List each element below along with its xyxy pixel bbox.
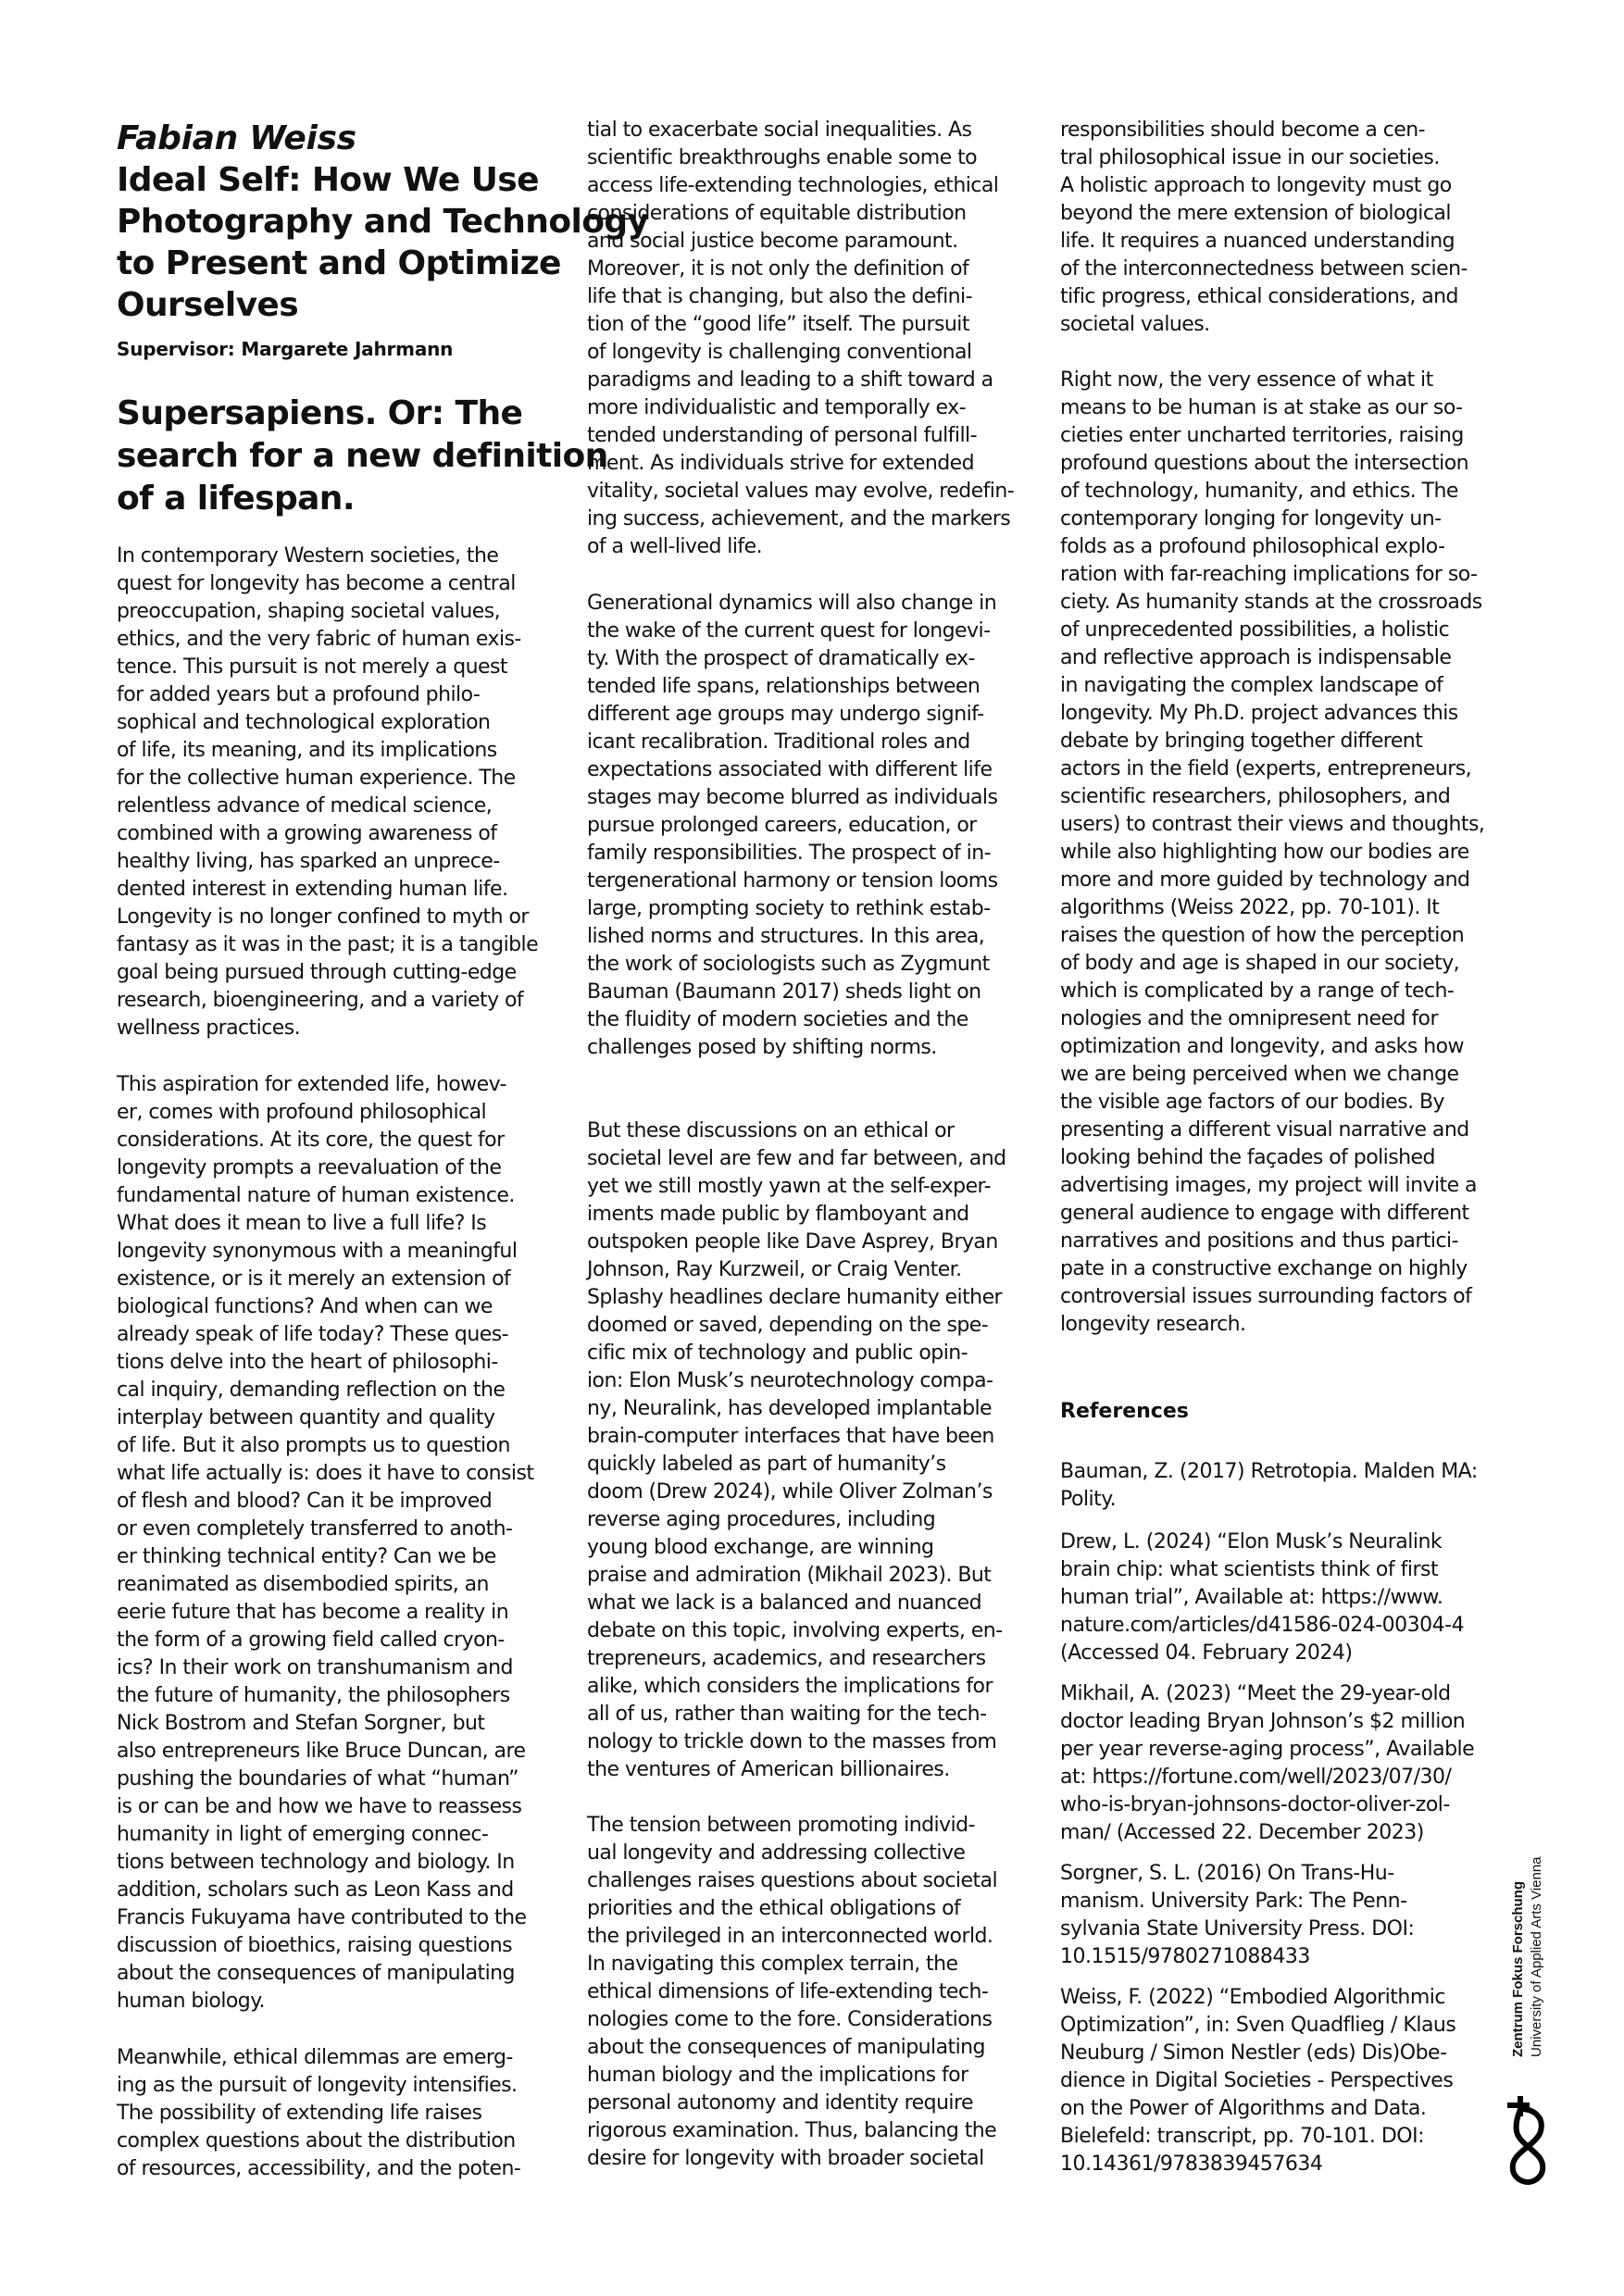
text-line: ethics, and the very fabric of human exis- xyxy=(117,628,521,651)
text-line: the wake of the current quest for longevi- xyxy=(587,619,991,643)
text-line: of longevity is challenging conventional xyxy=(587,341,972,364)
text-line: ing success, achievement, and the markers xyxy=(587,507,1011,530)
text-line: combined with a growing awareness of xyxy=(117,822,497,845)
section-heading xyxy=(117,393,608,520)
text-line: tended life spans, relationships between xyxy=(587,675,981,698)
text-line: responsibilities should become a cen- xyxy=(1060,119,1426,142)
title-line: Ourselves xyxy=(117,286,299,324)
text-line: paradigms and leading to a shift toward a xyxy=(587,368,993,392)
text-line: per year reverse-aging process”, Available xyxy=(1060,1738,1475,1761)
text-line: scientific researchers, philosophers, and xyxy=(1060,785,1451,808)
text-line: tergenerational harmony or tension looms xyxy=(587,869,998,892)
text-line: complex questions about the distribution xyxy=(117,2129,516,2152)
text-line: of resources, accessibility, and the poten- xyxy=(117,2157,521,2180)
text-line: societal values. xyxy=(1060,313,1210,336)
text-line: lished norms and structures. In this area, xyxy=(587,925,985,948)
text-line: alike, which considers the implications for xyxy=(587,1675,993,1698)
text-line: ual longevity and addressing collective xyxy=(587,1841,966,1865)
text-line: of the interconnectedness between scien- xyxy=(1060,257,1468,281)
text-line: means to be human is at stake as our so- xyxy=(1060,396,1463,419)
text-line: nature.com/articles/d41586-024-00304-4 xyxy=(1060,1614,1465,1637)
text-line: doom (Drew 2024), while Oliver Zolman’s xyxy=(587,1480,993,1504)
text-line: tion of the “good life” itself. The pursuit xyxy=(587,313,969,336)
text-line: longevity synonymous with a meaningful xyxy=(117,1240,518,1263)
title-line: Photography and Technology xyxy=(117,203,649,241)
text-line: for the collective human experience. The xyxy=(117,767,516,790)
paragraph xyxy=(117,543,538,1042)
text-line: for added years but a profound philo- xyxy=(117,683,481,706)
text-line: (Accessed 04. February 2024) xyxy=(1060,1641,1353,1665)
text-line: the form of a growing field called cryon- xyxy=(117,1628,505,1652)
text-line: of unprecedented possibilities, a holistic xyxy=(1060,618,1450,642)
text-line: brain-computer interfaces that have been xyxy=(587,1425,994,1448)
text-line: sylvania State University Press. DOI: xyxy=(1060,1917,1415,1940)
paragraph xyxy=(117,2044,520,2183)
text-line: Bielefeld: transcript, pp. 70-101. DOI: xyxy=(1060,2125,1425,2148)
text-line: 10.14361/9783839457634 xyxy=(1060,2152,1323,2176)
text-line: of a well-lived life. xyxy=(587,535,763,558)
text-line: and social justice become paramount. xyxy=(587,230,958,253)
institution-name: Zentrum Fokus Forschung xyxy=(1510,1880,1526,2057)
text-line: manism. University Park: The Penn- xyxy=(1060,1890,1407,1913)
text-line: all of us, rather than waiting for the tech- xyxy=(587,1703,987,1726)
text-line: discussion of bioethics, raising questions xyxy=(117,1934,513,1957)
text-line: on the Power of Algorithms and Data. xyxy=(1060,2097,1427,2120)
text-line: icant recalibration. Traditional roles and xyxy=(587,730,970,754)
text-line: stages may become blurred as individuals xyxy=(587,786,998,809)
text-line: different age groups may undergo signif- xyxy=(587,703,984,726)
text-line: considerations. At its core, the quest for xyxy=(117,1129,505,1152)
text-line: ion: Elon Musk’s neurotechnology compa- xyxy=(587,1369,993,1392)
text-line: Francis Fukuyama have contributed to the xyxy=(117,1906,527,1929)
text-line: challenges posed by shifting norms. xyxy=(587,1036,937,1059)
text-line: while also highlighting how our bodies are xyxy=(1060,841,1469,864)
text-line: advertising images, my project will invite a xyxy=(1060,1174,1477,1197)
text-line: interplay between quantity and quality xyxy=(117,1406,495,1429)
text-line: trepreneurs, academics, and researchers xyxy=(587,1647,986,1670)
text-line: tended understanding of personal fulfill- xyxy=(587,424,977,447)
text-line: iments made public by flamboyant and xyxy=(587,1203,969,1226)
text-line: societal level are few and far between, and xyxy=(587,1147,1006,1170)
text-line: raises the question of how the perception xyxy=(1060,924,1465,947)
text-line: at: https://fortune.com/well/2023/07/30/ xyxy=(1060,1766,1452,1789)
text-line: who-is-bryan-johnsons-doctor-oliver-zol- xyxy=(1060,1793,1450,1816)
text-line: Moreover, it is not only the definition of xyxy=(587,257,969,281)
text-line: Meanwhile, ethical dilemmas are emerg- xyxy=(117,2046,513,2069)
text-line: Right now, the very essence of what it xyxy=(1060,368,1433,392)
text-line: in navigating the complex landscape of xyxy=(1060,674,1443,697)
text-line: research, bioengineering, and a variety of xyxy=(117,989,524,1012)
text-line: 10.1515/9780271088433 xyxy=(1060,1945,1310,1968)
article-title xyxy=(117,159,648,326)
text-line: In contemporary Western societies, the xyxy=(117,544,499,568)
text-line: optimization and longevity, and asks how xyxy=(1060,1035,1464,1058)
text-line: ment. As individuals strive for extended xyxy=(587,452,975,475)
text-line: preoccupation, shaping societal values, xyxy=(117,600,501,623)
text-line: human trial”, Available at: https://www. xyxy=(1060,1586,1443,1609)
text-line: algorithms (Weiss 2022, pp. 70-101). It xyxy=(1060,896,1440,919)
reference-item xyxy=(1060,1984,1455,2178)
paragraph xyxy=(587,1812,997,2173)
text-line: Splashy headlines declare humanity either xyxy=(587,1286,1003,1309)
text-line: biological functions? And when can we xyxy=(117,1295,493,1318)
text-line: addition, scholars such as Leon Kass and xyxy=(117,1878,514,1902)
text-line: man/ (Accessed 22. December 2023) xyxy=(1060,1821,1424,1844)
text-line: beyond the mere extension of biological xyxy=(1060,202,1451,225)
text-line: narratives and positions and thus partici- xyxy=(1060,1229,1458,1253)
text-line: of life. But it also prompts us to question xyxy=(117,1434,510,1457)
text-line: ing as the pursuit of longevity intensifies. xyxy=(117,2074,518,2097)
text-line: or even completely transferred to anoth- xyxy=(117,1517,513,1541)
text-line: what life actually is: does it have to consist xyxy=(117,1462,534,1485)
text-line: controversial issues surrounding factors of xyxy=(1060,1285,1472,1308)
text-line: human biology and the implications for xyxy=(587,2064,968,2087)
text-line: the privileged in an interconnected world. xyxy=(587,1925,993,1948)
text-line: more individualistic and temporally ex- xyxy=(587,396,966,419)
text-line: But these discussions on an ethical or xyxy=(587,1119,955,1142)
text-line: nology to trickle down to the masses from xyxy=(587,1730,997,1753)
text-line: tions between technology and biology. In xyxy=(117,1851,515,1874)
text-line: of body and age is shaped in our society, xyxy=(1060,952,1460,975)
text-line: nologies come to the fore. Considerations xyxy=(587,2008,993,2031)
text-line: doomed or saved, depending on the spe- xyxy=(587,1314,989,1337)
text-line: dience in Digital Societies - Perspectives xyxy=(1060,2069,1454,2092)
text-line: wellness practices. xyxy=(117,1017,301,1040)
text-line: er thinking technical entity? Can we be xyxy=(117,1545,496,1568)
text-line: pursue prolonged careers, education, or xyxy=(587,814,977,837)
text-line: Bauman, Z. (2017) Retrotopia. Malden MA: xyxy=(1060,1460,1478,1483)
text-line: The possibility of extending life raises xyxy=(117,2102,482,2125)
heading-line: of a lifespan. xyxy=(117,480,355,518)
text-line: eerie future that has become a reality in xyxy=(117,1601,509,1624)
text-line: Johnson, Ray Kurzweil, or Craig Venter. xyxy=(587,1258,962,1281)
text-line: considerations of equitable distribution xyxy=(587,202,967,225)
text-line: doctor leading Bryan Johnson’s $2 million xyxy=(1060,1710,1466,1733)
text-line: challenges raises questions about societal xyxy=(587,1869,998,1892)
text-line: looking behind the façades of polished xyxy=(1060,1146,1435,1169)
text-line: access life-extending technologies, ethical xyxy=(587,174,999,197)
reference-item xyxy=(1060,1529,1464,1667)
text-line: cieties enter uncharted territories, raising xyxy=(1060,424,1464,447)
title-line: to Present and Optimize xyxy=(117,244,561,282)
text-line: the ventures of American billionaires. xyxy=(587,1758,950,1781)
text-line: we are being perceived when we change xyxy=(1060,1063,1459,1086)
text-line: rigorous examination. Thus, balancing the xyxy=(587,2119,997,2142)
text-line: desire for longevity with broader societal xyxy=(587,2147,984,2170)
supervisor-line: Supervisor: Margarete Jahrmann xyxy=(117,338,454,360)
paragraph xyxy=(1060,367,1484,1339)
text-line: humanity in light of emerging connec- xyxy=(117,1823,489,1846)
text-line: cific mix of technology and public opin- xyxy=(587,1341,968,1365)
paragraph xyxy=(117,1071,533,2015)
text-line: folds as a profound philosophical explo- xyxy=(1060,535,1445,558)
text-line: personal autonomy and identity require xyxy=(587,2091,973,2115)
text-line: users) to contrast their views and thoughts, xyxy=(1060,813,1485,836)
text-line: of technology, humanity, and ethics. The xyxy=(1060,480,1458,503)
text-line: of flesh and blood? Can it be improved xyxy=(117,1490,493,1513)
text-line: brain chip: what scientists think of first xyxy=(1060,1558,1439,1581)
text-line: longevity research. xyxy=(1060,1313,1246,1336)
reference-item xyxy=(1060,1860,1414,1971)
heading-line: Supersapiens. Or: The xyxy=(117,394,523,432)
reference-item xyxy=(1060,1458,1478,1514)
text-line: contemporary longing for longevity un- xyxy=(1060,507,1442,530)
text-line: reanimated as disembodied spirits, an xyxy=(117,1573,489,1596)
text-line: ics? In their work on transhumanism and xyxy=(117,1656,513,1679)
text-line: the future of humanity, the philosophers xyxy=(117,1684,510,1707)
text-line: actors in the field (experts, entrepreneurs, xyxy=(1060,757,1472,780)
text-line: expectations associated with different life xyxy=(587,758,993,781)
text-line: fundamental nature of human existence. xyxy=(117,1184,515,1207)
text-line: vitality, societal values may evolve, redefin- xyxy=(587,480,1015,503)
text-line: Weiss, F. (2022) “Embodied Algorithmic xyxy=(1060,1986,1445,2009)
text-line: Nick Bostrom and Stefan Sorgner, but xyxy=(117,1712,485,1735)
heading-line: search for a new definition xyxy=(117,437,608,475)
text-line: Neuburg / Simon Nestler (eds) Dis)Obe- xyxy=(1060,2041,1447,2065)
text-line: scientific breakthroughs enable some to xyxy=(587,146,978,169)
text-line: quickly labeled as part of humanity’s xyxy=(587,1453,946,1476)
text-line: nologies and the omnipresent need for xyxy=(1060,1007,1438,1030)
text-line: fantasy as it was in the past; it is a tangible xyxy=(117,933,539,956)
text-line: profound questions about the intersection xyxy=(1060,452,1469,475)
paragraph xyxy=(1060,117,1468,339)
text-line: cal inquiry, demanding reflection on the xyxy=(117,1379,506,1402)
paragraph xyxy=(587,1117,1006,1784)
text-line: already speak of life today? These ques- xyxy=(117,1323,508,1346)
text-line: What does it mean to live a full life? Is xyxy=(117,1212,487,1235)
text-line: reverse aging procedures, including xyxy=(587,1508,936,1531)
reference-item xyxy=(1060,1680,1474,1847)
text-line: The tension between promoting individ- xyxy=(587,1814,975,1837)
text-line: ciety. As humanity stands at the crossroads xyxy=(1060,591,1482,614)
text-line: what we lack is a balanced and nuanced xyxy=(587,1591,981,1615)
text-line: the work of sociologists such as Zygmunt xyxy=(587,953,990,976)
text-line: the visible age factors of our bodies. By xyxy=(1060,1091,1444,1114)
text-line: Polity. xyxy=(1060,1488,1117,1511)
text-line: about the consequences of manipulating xyxy=(587,2036,985,2059)
figure-eight-cross-logo-icon xyxy=(1505,2096,1550,2185)
text-line: more and more guided by technology and xyxy=(1060,868,1470,892)
text-line: about the consequences of manipulating xyxy=(117,1962,515,1985)
text-line: and reflective approach is indispensable xyxy=(1060,646,1452,669)
text-line: In navigating this complex terrain, the xyxy=(587,1953,958,1976)
text-line: ny, Neuralink, has developed implantable xyxy=(587,1397,993,1420)
text-line: quest for longevity has become a central xyxy=(117,572,516,595)
text-line: young blood exchange, are winning xyxy=(587,1536,934,1559)
text-line: also entrepreneurs like Bruce Duncan, are xyxy=(117,1740,526,1763)
text-line: outspoken people like Dave Asprey, Bryan xyxy=(587,1230,998,1254)
text-line: existence, or is it merely an extension of xyxy=(117,1267,511,1291)
text-line: general audience to engage with different xyxy=(1060,1202,1469,1225)
text-line: Drew, L. (2024) “Elon Musk’s Neuralink xyxy=(1060,1530,1443,1554)
title-line: Ideal Self: How We Use xyxy=(117,161,539,199)
text-line: human biology. xyxy=(117,1990,265,2013)
text-line: debate on this topic, involving experts, en- xyxy=(587,1619,1003,1642)
paragraph xyxy=(587,117,1014,561)
text-line: ration with far-reaching implications for so- xyxy=(1060,563,1478,586)
text-line: yet we still mostly yawn at the self-exper- xyxy=(587,1175,992,1198)
text-line: sophical and technological exploration xyxy=(117,711,491,734)
text-line: healthy living, has sparked an unprece- xyxy=(117,850,500,873)
text-line: goal being pursued through cutting-edge xyxy=(117,961,517,984)
text-line: Mikhail, A. (2023) “Meet the 29-year-old xyxy=(1060,1682,1451,1705)
text-line: priorities and the ethical obligations of xyxy=(587,1897,961,1920)
paragraph xyxy=(587,590,997,1062)
text-line: This aspiration for extended life, howev- xyxy=(117,1073,506,1096)
text-line: tions delve into the heart of philosophi- xyxy=(117,1351,498,1374)
text-line: relentless advance of medical science, xyxy=(117,794,493,817)
text-line: longevity prompts a reevaluation of the xyxy=(117,1156,502,1179)
author-name: Fabian Weiss xyxy=(117,119,356,157)
text-line: large, prompting society to rethink estab- xyxy=(587,897,991,920)
text-line: tence. This pursuit is not merely a quest xyxy=(117,655,507,679)
text-line: life that is changing, but also the defini- xyxy=(587,285,973,308)
text-line: family responsibilities. The prospect of in- xyxy=(587,842,991,865)
text-line: presenting a different visual narrative and xyxy=(1060,1118,1469,1142)
text-line: of life, its meaning, and its implications xyxy=(117,739,497,762)
text-line: Sorgner, S. L. (2016) On Trans-Hu- xyxy=(1060,1862,1394,1885)
text-line: Generational dynamics will also change in xyxy=(587,592,997,615)
text-line: ty. With the prospect of dramatically ex- xyxy=(587,647,975,670)
text-line: tific progress, ethical considerations, and xyxy=(1060,285,1458,308)
text-line: life. It requires a nuanced understanding xyxy=(1060,230,1455,253)
text-line: the fluidity of modern societies and the xyxy=(587,1008,968,1031)
text-line: tial to exacerbate social inequalities. As xyxy=(587,119,972,142)
university-name: University of Applied Arts Vienna xyxy=(1529,1856,1544,2057)
text-line: er, comes with profound philosophical xyxy=(117,1101,487,1124)
text-line: debate by bringing together different xyxy=(1060,730,1423,753)
text-line: Optimization”, in: Sven Quadflieg / Klaus xyxy=(1060,2014,1456,2037)
text-line: Bauman (Baumann 2017) sheds light on xyxy=(587,980,981,1004)
references-heading: References xyxy=(1060,1400,1189,1423)
text-line: A holistic approach to longevity must go xyxy=(1060,174,1452,197)
text-line: Longevity is no longer confined to myth or xyxy=(117,905,529,929)
text-line: praise and admiration (Mikhail 2023). But xyxy=(587,1564,992,1587)
text-line: dented interest in extending human life. xyxy=(117,878,508,901)
text-line: is or can be and how we have to reassess xyxy=(117,1795,522,1818)
text-line: pushing the boundaries of what “human” xyxy=(117,1767,518,1791)
text-line: tral philosophical issue in our societies. xyxy=(1060,146,1440,169)
text-line: which is complicated by a range of tech- xyxy=(1060,980,1455,1003)
text-line: pate in a constructive exchange on highly xyxy=(1060,1257,1468,1280)
text-line: ethical dimensions of life-extending tech- xyxy=(587,1980,989,2003)
text-line: longevity. My Ph.D. project advances this xyxy=(1060,702,1458,725)
